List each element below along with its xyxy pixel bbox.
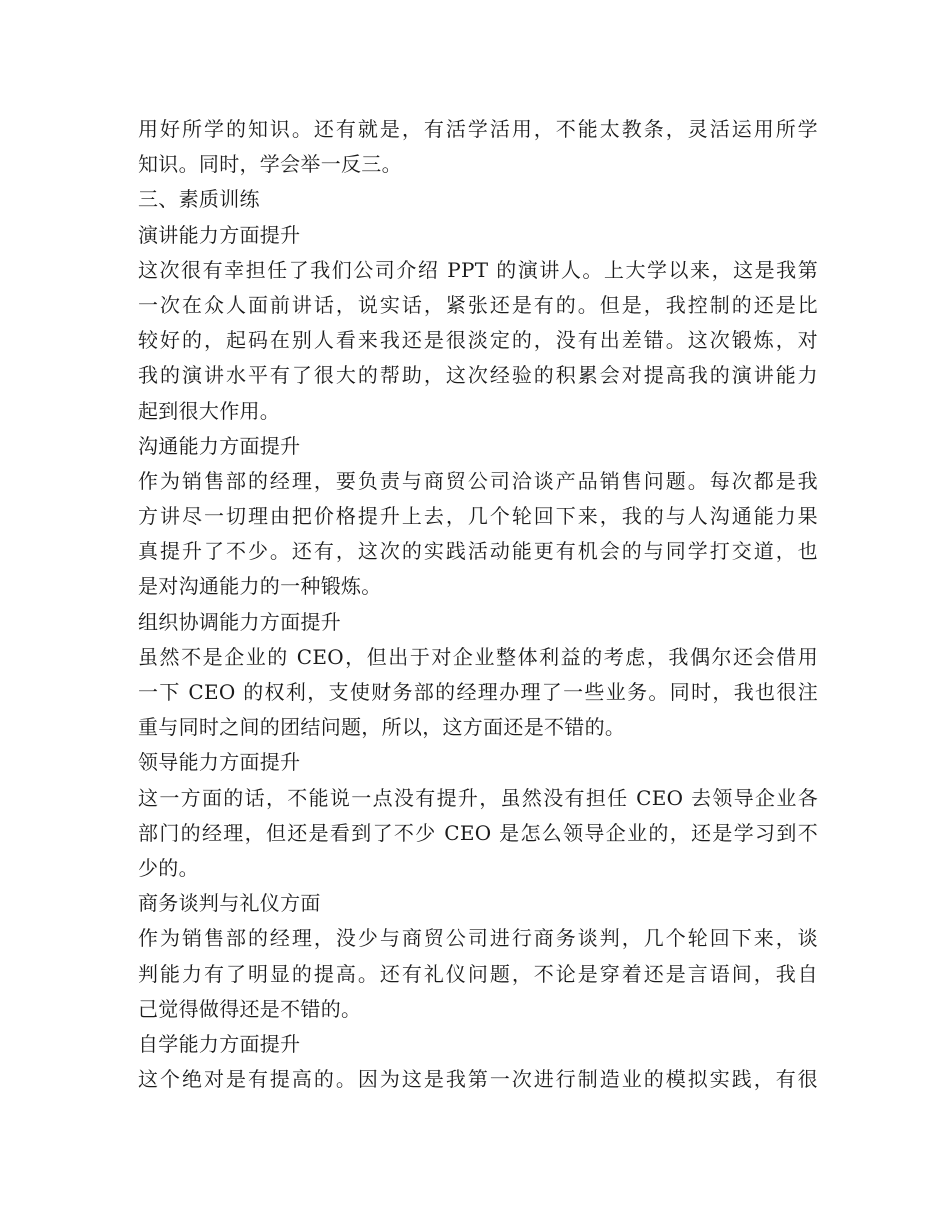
text-line: 部门的经理，但还是看到了不少 CEO 是怎么领导企业的，还是学习到不	[138, 820, 818, 845]
text-line: 一次在众人面前讲话，说实话，紧张还是有的。但是，我控制的还是比	[138, 292, 818, 317]
text-line: 较好的，起码在别人看来我还是很淡定的，没有出差错。这次锻炼，对	[138, 328, 818, 353]
text-line: 起到很大作用。	[138, 398, 281, 423]
subheading: 商务谈判与礼仪方面	[138, 891, 321, 916]
subheading: 演讲能力方面提升	[138, 222, 301, 247]
text-line: 判能力有了明显的提高。还有礼仪问题，不论是穿着还是言语间，我自	[138, 961, 818, 986]
subheading: 领导能力方面提升	[138, 750, 301, 775]
subheading: 沟通能力方面提升	[138, 433, 301, 458]
text-line: 这次很有幸担任了我们公司介绍 PPT 的演讲人。上大学以来，这是我第	[138, 257, 818, 282]
document-body	[138, 112, 818, 1097]
text-line: 少的。	[138, 855, 199, 880]
text-line: 我的演讲水平有了很大的帮助，这次经验的积累会对提高我的演讲能力	[138, 363, 818, 388]
text-line: 虽然不是企业的 CEO，但出于对企业整体利益的考虑，我偶尔还会借用	[138, 644, 818, 669]
text-line: 作为销售部的经理，没少与商贸公司进行商务谈判，几个轮回下来，谈	[138, 926, 818, 951]
section-heading: 三、素质训练	[138, 187, 260, 212]
text-line: 是对沟通能力的一种锻炼。	[138, 574, 382, 599]
text-line: 一下 CEO 的权利，支使财务部的经理办理了一些业务。同时，我也很注	[138, 680, 818, 704]
text-line: 重与同时之间的团结问题，所以，这方面还是不错的。	[138, 715, 626, 740]
subheading: 自学能力方面提升	[138, 1031, 301, 1056]
text-line: 知识。同时，学会举一反三。	[138, 152, 402, 177]
text-line: 这一方面的话，不能说一点没有提升，虽然没有担任 CEO 去领导企业各	[138, 785, 818, 810]
text-line: 用好所学的知识。还有就是，有活学活用，不能太教条，灵活运用所学	[138, 117, 818, 141]
text-line: 真提升了不少。还有，这次的实践活动能更有机会的与同学打交道，也	[138, 539, 818, 564]
text-line: 作为销售部的经理，要负责与商贸公司洽谈产品销售问题。每次都是我	[138, 468, 818, 493]
text-line: 己觉得做得还是不错的。	[138, 996, 362, 1021]
text-line: 方讲尽一切理由把价格提升上去，几个轮回下来，我的与人沟通能力果	[138, 504, 818, 529]
subheading: 组织协调能力方面提升	[138, 609, 341, 634]
text-line: 这个绝对是有提高的。因为这是我第一次进行制造业的模拟实践，有很	[138, 1067, 818, 1092]
